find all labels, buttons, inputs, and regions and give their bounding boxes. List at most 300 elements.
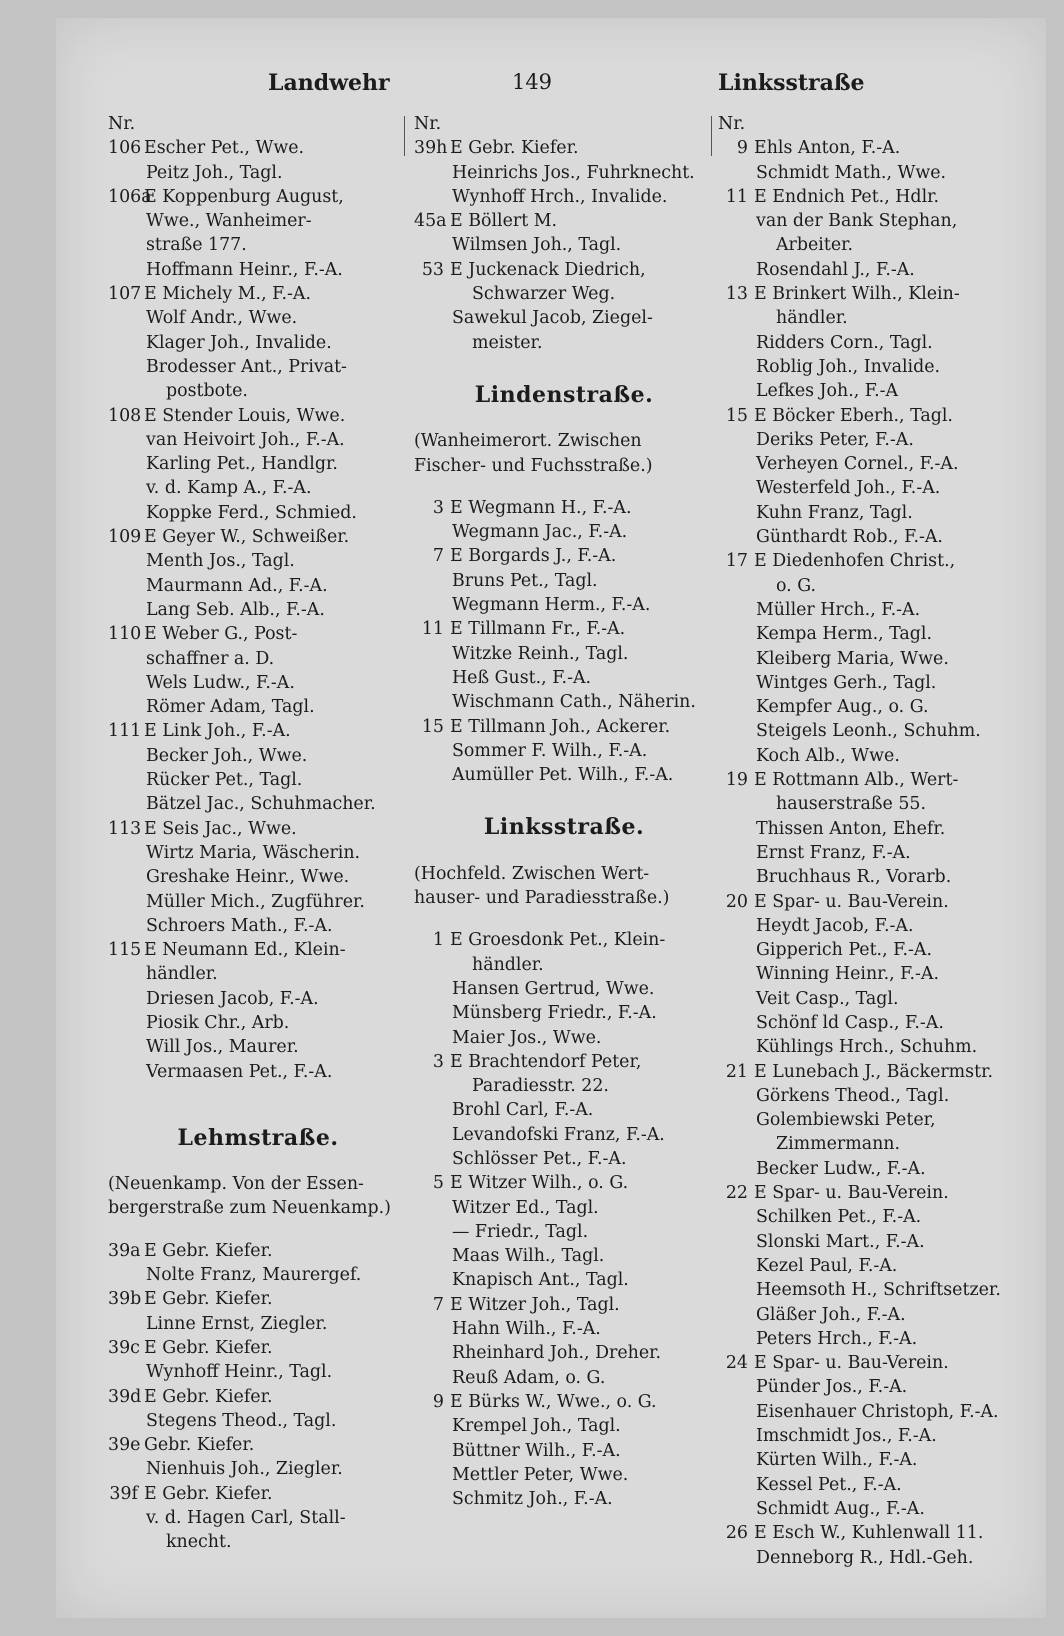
entry-text: Stegens Theod., Tagl. [146,1410,337,1431]
nr-label: Nr. [414,114,442,134]
resident-entry [108,1060,408,1084]
entry-text: E Rottmann Alb., Wert- [754,770,959,791]
resident-entry [718,792,1022,816]
entry-text: van der Bank Stephan, [756,211,958,232]
entry-text: Eisenhauer Christoph, F.-A. [756,1401,999,1422]
house-entry [414,209,714,233]
resident-entry [108,306,408,330]
resident-entry [108,1035,408,1059]
entry-text: Deriks Peter, F.-A. [756,429,914,450]
house-number: 11 [725,186,748,207]
house-entry [414,1293,714,1317]
nr-label: Nr. [108,114,136,134]
entry-text: Arbeiter. [776,235,854,256]
entry-text: Schmidt Aug., F.-A. [756,1498,925,1519]
house-number: 108 [108,405,142,426]
resident-entry [108,768,408,792]
entry-text: Gipperich Pet., F.-A. [756,940,932,961]
entry-list [108,1239,408,1555]
resident-entry [108,549,408,573]
entry-text: Kuhn Franz, Tagl. [756,502,913,523]
entry-text: Verheyen Cornel., F.-A. [756,454,959,475]
resident-entry [414,569,714,593]
entry-text: o. G. [776,575,817,596]
entry-text: Kleiberg Maria, Wwe. [756,648,949,669]
entry-text: Nienhuis Joh., Ziegler. [146,1459,343,1480]
house-number: 15 [421,716,444,737]
entry-text: E Michely M., F.-A. [144,284,311,305]
entry-text: Reuß Adam, o. G. [452,1367,606,1388]
resident-entry [108,428,408,452]
resident-entry [718,1157,1022,1181]
house-entry [108,938,408,962]
entry-text: E Lunebach J., Bäckermstr. [754,1061,994,1082]
resident-entry [414,690,714,714]
entry-text: händler. [776,308,848,329]
entry-text: Peitz Joh., Tagl. [146,162,283,183]
resident-entry [108,1011,408,1035]
resident-entry [718,647,1022,671]
house-number: 13 [725,284,748,305]
entry-text: E Böcker Eberh., Tagl. [754,405,953,426]
entry-text: E Böllert M. [450,211,558,232]
entry-text: Klager Joh., Invalide. [146,332,332,353]
street-note [108,1172,408,1221]
entry-text: Heinrichs Jos., Fuhrknecht. [452,162,695,183]
entry-text: Hoffmann Heinr., F.-A. [146,259,343,280]
street-title-lindenstrasse: Lindenstraße. [474,381,654,408]
resident-entry [414,1074,714,1098]
entry-text: Gläßer Joh., F.-A. [756,1304,906,1325]
entry-text: Thissen Anton, Ehefr. [756,818,946,839]
house-number: 53 [421,259,444,280]
resident-entry [108,865,408,889]
house-number: 1 [432,930,444,951]
house-number: 17 [725,551,748,572]
entry-text: Schmitz Joh., F.-A. [452,1489,613,1510]
resident-entry [718,1254,1022,1278]
house-number: 107 [108,284,142,305]
entry-text: E Groesdonk Pet., Klein- [450,930,666,951]
entry-text: E Juckenack Diedrich, [450,259,646,280]
entry-text: Görkens Theod., Tagl. [756,1085,950,1106]
entry-text: E Endnich Pet., Hdlr. [754,186,940,207]
house-number: 11 [421,619,444,640]
entry-text: Wegmann Herm., F.-A. [452,595,651,616]
house-entry [414,496,714,520]
house-number: 5 [432,1173,444,1194]
house-entry [414,1171,714,1195]
entry-text: van Heivoirt Joh., F.-A. [146,429,345,450]
entry-text: Witzke Reinh., Tagl. [452,643,629,664]
resident-entry [718,914,1022,938]
entry-text: Bätzel Jac., Schuhmacher. [146,794,376,815]
resident-entry [108,841,408,865]
resident-entry [718,1084,1022,1108]
resident-entry [718,501,1022,525]
house-number: 15 [725,405,748,426]
resident-entry [108,744,408,768]
entry-text: E Gebr. Kiefer. [144,1483,273,1504]
resident-entry [414,1220,714,1244]
entry-text: Sommer F. Wilh., F.-A. [452,740,648,761]
resident-entry [718,1497,1022,1521]
house-entry [414,258,714,282]
entry-text: E Diedenhofen Christ., [754,551,956,572]
entry-text: — Friedr., Tagl. [452,1221,589,1242]
resident-entry [108,1312,408,1336]
resident-entry [108,258,408,282]
house-entry [414,544,714,568]
resident-entry [718,355,1022,379]
house-number: 20 [725,891,748,912]
resident-entry [108,209,408,233]
resident-entry [718,1011,1022,1035]
resident-entry [718,1473,1022,1497]
house-number: 45a [414,211,447,232]
resident-entry [108,501,408,525]
house-entry [108,1433,408,1457]
entry-text: Becker Ludw., F.-A. [756,1158,926,1179]
entry-text: Slonski Mart., F.-A. [756,1231,925,1252]
house-number: 3 [432,1051,444,1072]
resident-entry [414,1439,714,1463]
house-number: 113 [108,818,142,839]
entry-list [414,928,714,1511]
entry-text: Pünder Jos., F.-A. [756,1377,908,1398]
resident-entry [414,161,714,185]
resident-entry [718,1303,1022,1327]
resident-entry [718,161,1022,185]
street-title-lehmstrasse: Lehmstraße. [177,1124,339,1151]
column-3 [718,112,1022,1570]
entry-text: Krempel Joh., Tagl. [452,1416,621,1437]
house-number: 109 [108,527,142,548]
entry-text: Münsberg Friedr., F.-A. [452,1003,657,1024]
resident-entry [108,331,408,355]
entry-text: Vermaasen Pet., F.-A. [146,1061,333,1082]
entry-text: Schwarzer Weg. [472,284,616,305]
resident-entry [718,1448,1022,1472]
entry-text: Lefkes Joh., F.-A [756,381,899,402]
house-number: 39c [108,1337,140,1358]
entry-text: schaffner a. D. [146,648,275,669]
house-number: 39d [108,1386,142,1407]
entry-text: E Spar- u. Bau-Verein. [754,1183,949,1204]
page-number: 149 [511,70,553,94]
resident-entry [414,331,714,355]
entry-text: E Spar- u. Bau-Verein. [754,1353,949,1374]
entry-text: E Gebr. Kiefer. [144,1337,273,1358]
house-entry [718,890,1022,914]
house-number: 7 [432,546,444,567]
column-2 [414,112,714,1511]
entry-text: Kempa Herm., Tagl. [756,624,933,645]
entry-text: Gebr. Kiefer. [144,1435,255,1456]
resident-entry [414,1098,714,1122]
entry-text: Wintges Gerh., Tagl. [756,672,937,693]
entry-text: Wwe., Wanheimer- [146,211,312,232]
resident-entry [718,428,1022,452]
entry-text: E Spar- u. Bau-Verein. [754,891,949,912]
resident-entry [414,1268,714,1292]
entry-text: Knapisch Ant., Tagl. [452,1270,629,1291]
entry-text: Wolf Andr., Wwe. [146,308,298,329]
entry-text: E Weber G., Post- [144,624,298,645]
entry-text: Becker Joh., Wwe. [146,745,308,766]
entry-text: Wischmann Cath., Näherin. [452,692,696,713]
entry-text: Winning Heinr., F.-A. [756,964,940,985]
nr-label: Nr. [718,114,746,134]
entry-text: E Geyer W., Schweißer. [144,527,350,548]
house-entry [108,185,408,209]
resident-entry [414,739,714,763]
resident-entry [108,452,408,476]
house-entry [718,1181,1022,1205]
house-number: 24 [725,1353,748,1374]
note-line: (Hochfeld. Zwischen Wert- [414,863,650,884]
entry-text: E Seis Jac., Wwe. [144,818,297,839]
resident-entry [718,987,1022,1011]
note-line: (Wanheimerort. Zwischen [414,431,642,452]
entry-list [414,496,714,788]
resident-entry [718,719,1022,743]
resident-entry [108,598,408,622]
entry-list [108,136,408,1084]
entry-text: Golembiewski Peter, [756,1110,936,1131]
entry-list [718,136,1022,1570]
resident-entry [108,1409,408,1433]
resident-entry [414,233,714,257]
resident-entry [414,185,714,209]
house-number: 19 [725,770,748,791]
house-entry [414,1050,714,1074]
resident-entry [718,1278,1022,1302]
entry-text: v. d. Hagen Carl, Stall- [146,1508,346,1529]
resident-entry [718,1230,1022,1254]
street-note [414,429,714,478]
resident-entry [718,671,1022,695]
entry-text: Hahn Wilh., F.-A. [452,1319,601,1340]
entry-text: Aumüller Pet. Wilh., F.-A. [452,765,674,786]
entry-text: E Tillmann Fr., F.-A. [450,619,626,640]
entry-text: Wels Ludw., F.-A. [146,672,295,693]
entry-text: Will Jos., Maurer. [146,1037,299,1058]
resident-entry [108,647,408,671]
house-number: 9 [432,1391,444,1412]
column-1 [108,112,408,1555]
resident-entry [108,1506,408,1530]
house-entry [108,404,408,428]
resident-entry [414,1147,714,1171]
entry-text: Heemsoth H., Schriftsetzer. [756,1280,1001,1301]
entry-text: Büttner Wilh., F.-A. [452,1440,621,1461]
house-entry [718,404,1022,428]
entry-text: Levandofski Franz, F.-A. [452,1124,665,1145]
entry-text: Lang Seb. Alb., F.-A. [146,599,325,620]
house-number: 39f [109,1483,138,1504]
resident-entry [414,763,714,787]
entry-text: Wynhoff Hrch., Invalide. [452,186,668,207]
house-number: 39b [108,1289,142,1310]
resident-entry [718,574,1022,598]
resident-entry [718,744,1022,768]
entry-text: Ridders Corn., Tagl. [756,332,933,353]
resident-entry [718,817,1022,841]
entry-text: Piosik Chr., Arb. [146,1012,290,1033]
resident-entry [718,962,1022,986]
house-entry [718,549,1022,573]
entry-text: Roblig Joh., Invalide. [756,356,941,377]
entry-text: E Brinkert Wilh., Klein- [754,284,960,305]
entry-text: Greshake Heinr., Wwe. [146,867,350,888]
resident-entry [414,642,714,666]
house-number: 106 [108,138,142,159]
resident-entry [718,209,1022,233]
resident-entry [108,792,408,816]
house-entry [414,715,714,739]
house-number: 26 [725,1523,748,1544]
resident-entry [414,593,714,617]
house-entry [108,1385,408,1409]
house-entry [108,525,408,549]
entry-text: v. d. Kamp A., F.-A. [146,478,312,499]
resident-entry [108,476,408,500]
entry-text: Schönf ld Casp., F.-A. [756,1012,944,1033]
entry-text: Rosendahl J., F.-A. [756,259,915,280]
resident-entry [718,1400,1022,1424]
resident-entry [108,1263,408,1287]
entry-text: Bruchhaus R., Vorarb. [756,867,952,888]
resident-entry [718,452,1022,476]
resident-entry [108,695,408,719]
resident-entry [414,1001,714,1025]
entry-text: Schroers Math., F.-A. [146,915,333,936]
entry-text: Wegmann Jac., F.-A. [452,522,628,543]
entry-text: Bruns Pet., Tagl. [452,570,598,591]
entry-text: E Esch W., Kuhlenwall 11. [754,1523,984,1544]
entry-text: Günthardt Rob., F.-A. [756,527,943,548]
resident-entry [718,379,1022,403]
entry-text: E Stender Louis, Wwe. [144,405,346,426]
house-number: 111 [108,721,142,742]
entry-text: händler. [146,964,218,985]
entry-text: Denneborg R., Hdl.-Geh. [756,1547,974,1568]
entry-text: E Link Joh., F.-A. [144,721,291,742]
resident-entry [414,520,714,544]
resident-entry [414,1244,714,1268]
house-number: 39a [108,1240,141,1261]
note-line: bergerstraße zum Neuenkamp.) [108,1198,391,1219]
house-entry [108,136,408,160]
resident-entry [414,1317,714,1341]
house-entry [718,136,1022,160]
entry-text: Linne Ernst, Ziegler. [146,1313,328,1334]
entry-text: Peters Hrch., F.-A. [756,1328,918,1349]
entry-text: Kezel Paul, F.-A. [756,1255,898,1276]
resident-entry [414,1463,714,1487]
entry-text: E Brachtendorf Peter, [450,1051,642,1072]
entry-text: Veit Casp., Tagl. [756,988,899,1009]
house-number: 21 [725,1061,748,1082]
entry-text: Kempfer Aug., o. G. [756,697,929,718]
house-entry [718,1060,1022,1084]
running-head-right: Linksstraße [718,70,865,96]
house-number: 39h [414,138,448,159]
resident-entry [108,233,408,257]
entry-text: straße 177. [146,235,247,256]
entry-text: E Neumann Ed., Klein- [144,940,346,961]
resident-entry [718,841,1022,865]
entry-text: Ernst Franz, F.-A. [756,842,911,863]
entry-text: Nolte Franz, Maurergef. [146,1265,362,1286]
house-entry [718,282,1022,306]
street-note [414,862,714,911]
resident-entry [414,953,714,977]
house-entry [108,622,408,646]
entry-text: Driesen Jacob, F.-A. [146,988,319,1009]
entry-text: Koch Alb., Wwe. [756,745,900,766]
house-entry [108,1239,408,1263]
resident-entry [108,379,408,403]
note-line: hauser- und Paradiesstraße.) [414,888,670,909]
resident-entry [414,1123,714,1147]
resident-entry [718,1327,1022,1351]
entry-text: Heß Gust., F.-A. [452,667,592,688]
entry-text: E Gebr. Kiefer. [450,138,579,159]
resident-entry [414,666,714,690]
entry-text: Rücker Pet., Tagl. [146,770,303,791]
entry-list [414,136,714,355]
resident-entry [718,233,1022,257]
resident-entry [108,671,408,695]
resident-entry [108,890,408,914]
house-entry [108,719,408,743]
resident-entry [718,1108,1022,1132]
house-entry [414,1390,714,1414]
resident-entry [414,282,714,306]
entry-text: Imschmidt Jos., F.-A. [756,1426,937,1447]
entry-text: E Bürks W., Wwe., o. G. [450,1391,657,1412]
entry-text: E Gebr. Kiefer. [144,1240,273,1261]
resident-entry [718,525,1022,549]
entry-text: E Tillmann Joh., Ackerer. [450,716,671,737]
resident-entry [414,1026,714,1050]
resident-entry [108,914,408,938]
entry-text: Kürten Wilh., F.-A. [756,1450,918,1471]
house-entry [414,136,714,160]
house-entry [108,817,408,841]
house-number: 9 [736,138,748,159]
entry-text: Koppke Ferd., Schmied. [146,502,357,523]
entry-text: Witzer Ed., Tagl. [452,1197,599,1218]
entry-text: Römer Adam, Tagl. [146,697,315,718]
resident-entry [108,1530,408,1554]
entry-text: Kühlings Hrch., Schuhm. [756,1037,978,1058]
running-head-left: Landwehr [268,70,390,96]
entry-text: Wilmsen Joh., Tagl. [452,235,622,256]
entry-text: Hansen Gertrud, Wwe. [452,978,655,999]
entry-text: Kessel Pet., F.-A. [756,1474,902,1495]
resident-entry [718,1132,1022,1156]
house-entry [414,617,714,641]
entry-text: Mettler Peter, Wwe. [452,1464,629,1485]
entry-text: Menth Jos., Tagl. [146,551,295,572]
resident-entry [414,1196,714,1220]
entry-text: händler. [472,954,544,975]
entry-text: Zimmermann. [776,1134,901,1155]
house-entry [718,768,1022,792]
